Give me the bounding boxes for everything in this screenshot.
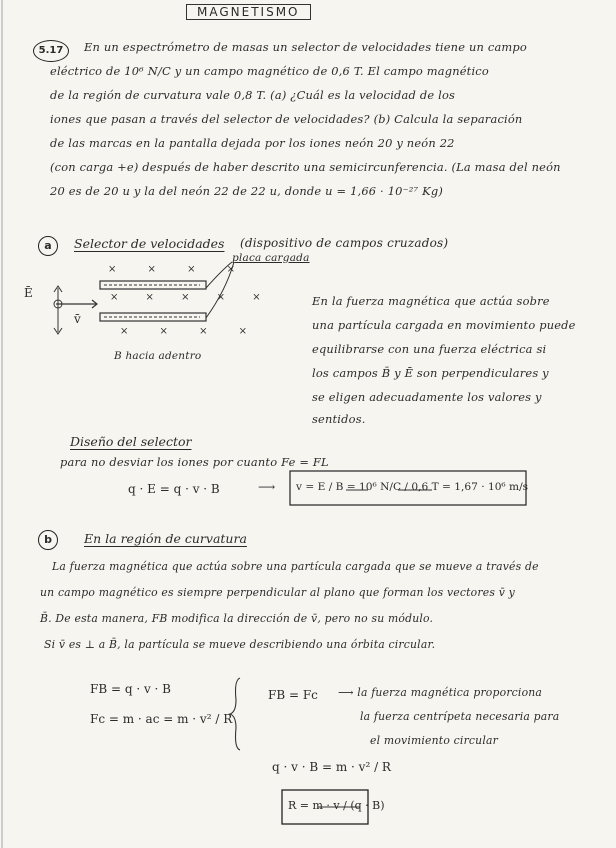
implies-arrow: ⟶	[258, 480, 276, 494]
page-title: MAGNETISMO	[186, 4, 311, 20]
part-b-line: un campo magnético es siempre perpendicular al plano que forman los vectores v̄ y	[40, 586, 515, 599]
force-balance-eq: q · E = q · v · B	[128, 482, 220, 496]
selector-design-heading: Diseño del selector	[70, 434, 192, 449]
b-field-crosses: × × × ×	[108, 264, 250, 275]
problem-number: 5.17	[33, 40, 69, 62]
part-a-heading-note: (dispositivo de campos cruzados)	[240, 236, 449, 250]
force-equality-eq: FB = Fc	[268, 688, 318, 702]
magnetic-force-eq: FB = q · v · B	[90, 682, 171, 696]
explanation-line: una partícula cargada en movimiento puede	[312, 318, 576, 332]
balance-condition: para no desviar los iones por cuanto Fe = FL	[60, 455, 329, 469]
problem-line: 20 es de 20 u y la del neón 22 de 22 u, donde u = 1,66 · 10⁻²⁷ Kg)	[50, 184, 443, 198]
problem-line: (con carga +e) después de haber descrito una semicircunferencia. (La masa del neón	[50, 160, 561, 174]
part-b-heading: En la región de curvatura	[84, 531, 247, 546]
radius-derivation-eq: q · v · B = m · v² / R	[272, 760, 391, 774]
explanation-line: se eligen adecuadamente los valores y	[312, 390, 542, 404]
E-vector-label: Ē	[24, 286, 33, 300]
radius-result: R = m · v / (q · B)	[288, 799, 385, 812]
problem-line: de las marcas en la pantalla dejada por los iones neón 20 y neón 22	[50, 136, 455, 150]
explanation-line: equilibrarse con una fuerza eléctrica si	[312, 342, 547, 356]
plate-label: placa cargada	[232, 252, 310, 264]
b-field-crosses: × × × × ×	[110, 292, 273, 303]
explanation-line: sentidos.	[312, 412, 366, 426]
part-b-line: La fuerza magnética que actúa sobre una partícula cargada que se mueve a través de	[52, 560, 539, 573]
problem-line: En un espectrómetro de masas un selector de velocidades tiene un campo	[84, 40, 527, 54]
explanation-line: los campos B̄ y Ē son perpendiculares y	[312, 366, 549, 380]
force-note-line: la fuerza centrípeta necesaria para	[360, 710, 560, 723]
explanation-line: En la fuerza magnética que actúa sobre	[312, 294, 550, 308]
velocity-result: v = E / B = 10⁶ N/C / 0,6 T = 1,67 · 10⁶ m/s	[296, 481, 529, 493]
problem-line: de la región de curvatura vale 0,8 T. (a) ¿Cuál es la velocidad de los	[50, 88, 456, 102]
b-field-crosses: × × × ×	[120, 326, 262, 337]
problem-line: eléctrico de 10⁶ N/C y un campo magnético de 0,6 T. El campo magnético	[50, 64, 489, 78]
part-b-line: B̄. De esta manera, FB modifica la dirección de v̄, pero no su módulo.	[40, 612, 434, 625]
problem-line: iones que pasan a través del selector de velocidades? (b) Calcula la separación	[50, 112, 523, 126]
force-note-line: ⟶ la fuerza magnética proporciona	[338, 686, 543, 699]
part-b-line: Si v̄ es ⊥ a B̄, la partícula se mueve describiendo una órbita circular.	[44, 638, 436, 651]
b-field-label: B hacia adentro	[114, 350, 202, 362]
force-note-line: el movimiento circular	[370, 734, 498, 747]
part-a-marker: a	[38, 236, 58, 256]
part-a-heading: Selector de velocidades	[74, 236, 225, 251]
centripetal-force-eq: Fc = m · ac = m · v² / R	[90, 712, 233, 726]
part-b-marker: b	[38, 530, 58, 550]
v-vector-label: v̄	[74, 312, 81, 326]
